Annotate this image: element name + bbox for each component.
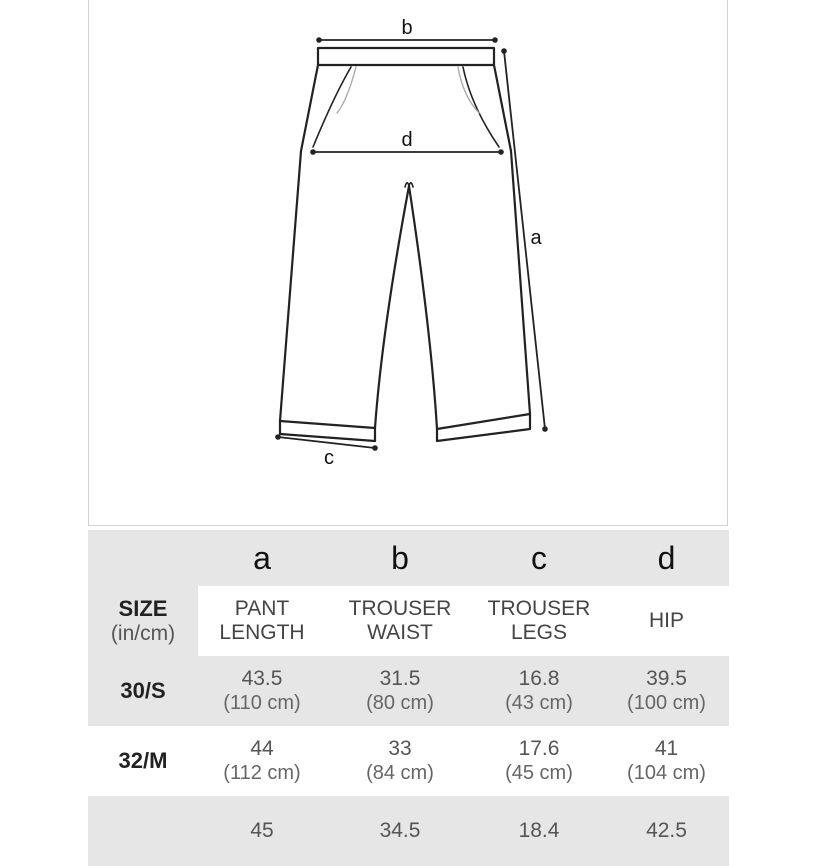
value-cell <box>198 726 326 796</box>
value-cell <box>198 796 326 866</box>
value-cell <box>326 796 474 866</box>
size-header-unit: (in/cm) <box>110 621 176 645</box>
size-label <box>88 796 198 866</box>
column-header-line2: WAIST <box>367 621 433 644</box>
column-header-line1: TROUSER <box>348 596 452 620</box>
dim-d-end-dot <box>498 149 504 155</box>
column-header-line2: LEGS <box>510 621 568 644</box>
dim-b-end-dot <box>492 37 498 43</box>
dim-label-b: b <box>401 17 413 39</box>
value-cell <box>474 726 604 796</box>
value-cm: (45 cm) <box>505 761 573 784</box>
right-cuff-line <box>437 414 530 429</box>
value-inches: 16.8 <box>518 667 560 691</box>
table-row <box>88 796 729 866</box>
value-cell <box>198 656 326 726</box>
value-inches: 44 <box>250 737 274 761</box>
size-chart-table <box>88 530 729 842</box>
value-cell <box>474 796 604 866</box>
table-row <box>88 726 729 796</box>
letter-header-blank <box>88 530 198 586</box>
value-inches: 18.4 <box>518 818 560 842</box>
value-inches: 39.5 <box>646 667 687 691</box>
right-pocket-line <box>463 67 499 147</box>
value-cell <box>474 656 604 726</box>
size-header-title: SIZE <box>118 596 168 622</box>
value-cm: (84 cm) <box>366 761 434 784</box>
value-inches: 31.5 <box>379 667 421 691</box>
left-pocket-line <box>313 67 351 147</box>
value-cm: (112 cm) <box>223 761 301 784</box>
letter-b: b <box>391 539 409 576</box>
dim-d-start-dot <box>310 149 316 155</box>
value-inches: 34.5 <box>379 818 421 842</box>
value-cell <box>604 796 729 866</box>
column-header-trouser-waist <box>326 586 474 656</box>
value-cm: (100 cm) <box>627 691 706 714</box>
size-header-cell <box>88 586 198 656</box>
value-inches: 33 <box>388 737 412 761</box>
left-cuff-line <box>280 421 375 428</box>
dim-c-start-dot <box>275 434 281 440</box>
value-cell <box>326 726 474 796</box>
value-cell <box>604 656 729 726</box>
column-header-line1: PANT <box>234 596 290 620</box>
value-inches: 17.6 <box>518 737 560 761</box>
value-cm: (80 cm) <box>366 691 434 714</box>
column-header-row <box>88 586 729 656</box>
waistband-outline <box>318 48 494 65</box>
letter-d: d <box>657 539 676 576</box>
value-cm: (43 cm) <box>505 691 573 714</box>
value-inches: 42.5 <box>646 818 687 842</box>
column-header-line1: TROUSER <box>487 596 591 620</box>
value-inches: 45 <box>250 818 274 842</box>
value-cm: (104 cm) <box>627 761 706 784</box>
dim-b-start-dot <box>316 37 322 43</box>
dim-a-end-dot <box>542 426 548 432</box>
dim-label-d: d <box>401 129 413 151</box>
table-row <box>88 656 729 726</box>
column-header-line2: LENGTH <box>219 621 305 644</box>
value-inches: 43.5 <box>241 667 283 691</box>
letter-c: c <box>531 539 547 576</box>
column-header-line2: HIP <box>648 608 684 632</box>
value-cell <box>604 726 729 796</box>
value-inches: 41 <box>654 737 679 761</box>
crotch-dart <box>405 183 413 187</box>
pants-sketch <box>89 0 729 527</box>
value-cell <box>326 656 474 726</box>
column-header-hip <box>604 586 729 656</box>
dim-a-start-dot <box>501 48 507 54</box>
column-header-pant-length <box>198 586 326 656</box>
dim-label-a: a <box>530 227 542 249</box>
letter-a: a <box>253 539 271 576</box>
column-header-trouser-legs <box>474 586 604 656</box>
dim-label-c: c <box>324 447 334 469</box>
pants-outline <box>280 65 530 441</box>
letter-header-row <box>88 530 729 586</box>
pants-diagram <box>88 0 728 526</box>
value-cm: (110 cm) <box>223 691 301 714</box>
size-label: 32/M <box>118 748 168 774</box>
size-label: 30/S <box>120 678 166 704</box>
dim-c-end-dot <box>372 445 378 451</box>
